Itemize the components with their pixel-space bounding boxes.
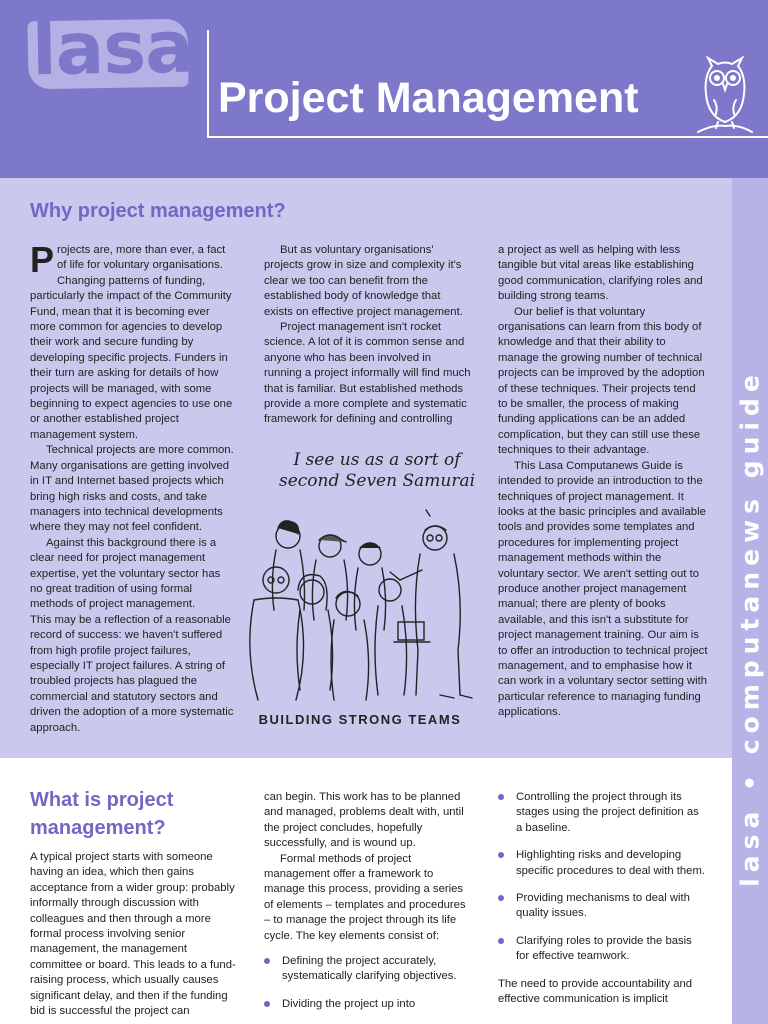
section2-column-1: [30, 850, 238, 1019]
cartoon-speech: [262, 450, 492, 492]
bullet-icon: [264, 1001, 270, 1007]
paragraph: Our belief is that voluntary organisations can learn from this body of knowledge and that their ability to manage the growing number of technical projects can be improved by the adoption of these techniques. Their projects tend to be smaller, the process of making funding applications can be an added complication, but they can still use these techniques to their advantage.: [498, 305, 705, 457]
header-divider-horizontal: [207, 136, 768, 138]
bullet-icon: [498, 938, 504, 944]
list-item: Highlighting risks and developing specific procedures to deal with them.: [498, 848, 708, 879]
paragraph: Against this background there is a clear need for project management expertise, yet the voluntary sector has no great tradition of using formal methods of project management.: [30, 536, 221, 611]
list-item: Clarifying roles to provide the basis for effective teamwork.: [498, 934, 708, 965]
paragraph: This Lasa Computanews Guide is intended to provide an introduction to the techniques of project management. It looks at the basic principles and available tools and provides some templates and procedures for implementing project management methods within the voluntary sector. We aren't setting out to produce another project management manual; there are plenty of books available, and this isn't a substitute for project management training. Our aim is to offer an introduction to technical project management, and to emphasise how it can work in a voluntary sector setting with particular reference to managing funding applications.: [498, 459, 708, 719]
paragraph: can begin. This work has to be planned and managed, problems dealt with, until the project concludes, hopefully successfully, and is wound up.: [264, 791, 464, 850]
heading-line: What is project: [30, 789, 174, 811]
section1-column-3: [498, 243, 708, 721]
list-item: Dividing the project up into: [264, 997, 470, 1012]
section-heading-why: Why project management?: [30, 200, 286, 222]
side-strip-label: lasa • computanews guide: [735, 369, 765, 887]
page-title: Project Management: [218, 74, 639, 122]
owl-icon: [694, 56, 756, 138]
bullet-icon: [498, 794, 504, 800]
bullet-icon: [498, 852, 504, 858]
heading-line: management?: [30, 817, 166, 839]
list-item: Providing mechanisms to deal with quality issues.: [498, 891, 708, 922]
section2-column-2: [264, 790, 470, 1024]
paragraph: The need to provide accountability and effective communication is implicit: [498, 977, 693, 1006]
bullet-icon: [264, 958, 270, 964]
paragraph: But as voluntary organisations' projects grow in size and complexity it's clear we too can benefit from the established body of knowledge that exists on effective project management.: [264, 244, 463, 318]
paragraph: Formal methods of project management offer a framework to manage this process, providing a series of elements – templates and procedures – to manage the project through its life cycle. The key elements consist of:: [264, 852, 466, 942]
key-elements-list-continued: [498, 790, 708, 965]
team-cartoon-illustration: [240, 500, 480, 705]
header-divider-vertical: [207, 30, 209, 138]
key-elements-list: [264, 954, 470, 1012]
header-banner: [0, 0, 768, 178]
cartoon-speech-line: second Seven Samurai: [278, 471, 476, 491]
paragraph: a project as well as helping with less tangible but vital areas like establishing good communication, clarifying roles and building strong teams.: [498, 244, 703, 303]
section2-column-3: [498, 790, 708, 1007]
drop-cap: P: [30, 239, 55, 280]
section1-column-2: [264, 243, 471, 428]
paragraph: Project management isn't rocket science. A lot of it is common sense and anyone who has been involved in running a project informally will find much that is familiar. But established methods provide a more complete and systematic framework for defining and controlling: [264, 321, 471, 426]
section1-column-1: [30, 239, 235, 736]
paragraph: A typical project starts with someone having an idea, which then gains acceptance from a wider group: probably informally through discussion with colleagues and then through a more formal process involving senior management, the management committee or board. This leads to a fund-raising process, which usually causes significant delay, and then if the funding bid is successful the project can: [30, 851, 236, 1018]
list-item: Controlling the project through its stages using the project definition as a baseline.: [498, 790, 708, 836]
paragraph: rojects are, more than ever, a fact of life for voluntary organisations. Changing patterns of funding, particularly the impact of the Community Fund, mean that it is becoming ever more common for agencies to develop their work and secure funding by developing specific projects. Funders in their turn are asking for details of how projects will be managed, with some beginning to expect agencies to use one or another established project management system.: [30, 244, 233, 441]
section-heading-what: [30, 786, 173, 842]
list-item: Defining the project accurately, systematically clarifying objectives.: [264, 954, 470, 985]
logo-text: lasa: [31, 4, 194, 92]
paragraph: Technical projects are more common. Many organisations are getting involved in IT and Internet based projects which bring high risks and costs, and take managers into technical developments where they may not feel confident.: [30, 444, 234, 534]
cartoon-speech-line: I see us as a sort of: [293, 450, 461, 470]
cartoon-caption: BUILDING STRONG TEAMS: [258, 712, 462, 727]
bullet-icon: [498, 895, 504, 901]
lasa-logo: [27, 4, 194, 92]
paragraph: This may be a reflection of a reasonable record of success: we haven't suffered from high profile project failures, especially IT project failures. A string of troubled projects has plagued the commercial and statutory sectors and driven the adoption of a more systematic approach.: [30, 613, 234, 734]
